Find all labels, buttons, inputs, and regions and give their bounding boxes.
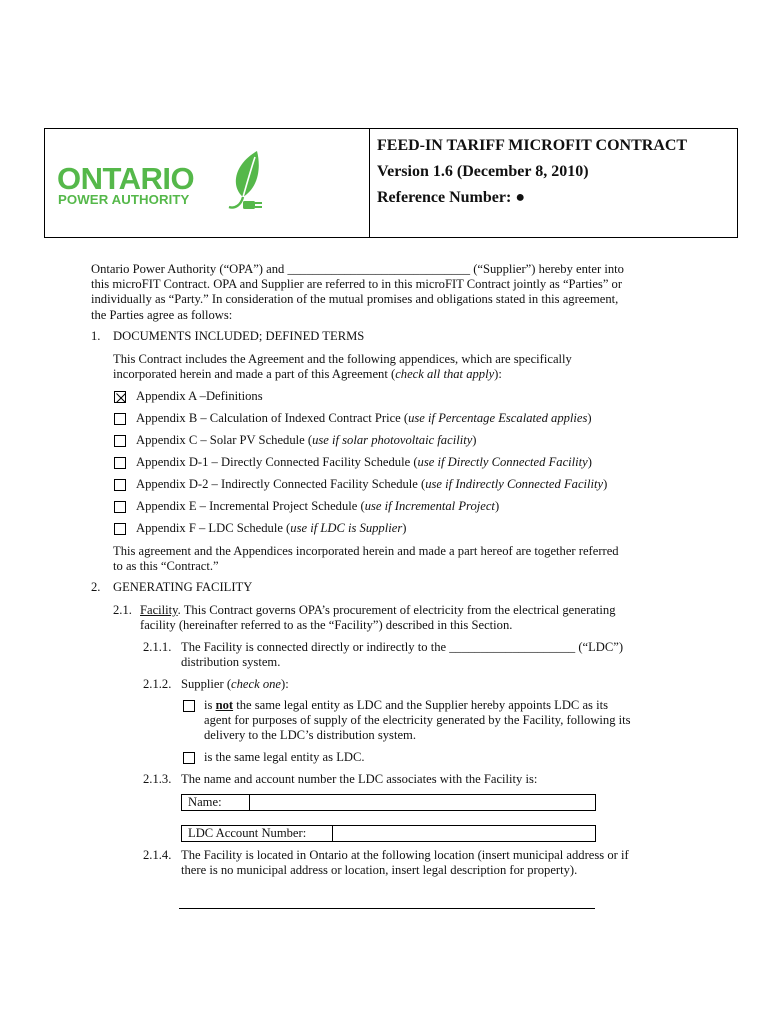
appendix-note: use if Directly Connected Facility [417,455,588,469]
text-span: ): [494,367,502,382]
section-2-heading: GENERATING FACILITY [113,580,253,594]
section-2-1-1-number: 2.1.1. [143,640,172,654]
not-emphasis: not [215,698,234,712]
intro-line: individually as “Party.” In consideration of the mutual promises and obligations stated in this agreement, [91,292,619,307]
section-2-1-3-number: 2.1.3. [143,772,172,786]
appendix-text: Appendix D-2 – Indirectly Connected Facility Schedule ( [136,477,426,491]
ldc-name-field [181,794,596,811]
appendix-b-checkbox[interactable] [114,413,126,425]
appendix-text: ) [587,411,592,425]
intro-line: this microFIT Contract. OPA and Supplier are referred to in this microFIT Contract jointly as “Parties” or [91,277,623,292]
section-2-1-3-text: The name and account number the LDC associates with the Facility is: [181,772,538,786]
intro-line: Ontario Power Authority (“OPA”) and _____________________________ (“Supplier”) hereby enter into [91,262,624,276]
text-span: Supplier ( [181,677,232,691]
reference-number: Reference Number: ● [377,189,525,206]
appendix-text: Appendix E – Incremental Project Schedule ( [136,499,365,513]
appendix-d2-checkbox[interactable] [114,479,126,491]
facility-location-line[interactable] [179,908,595,909]
section-2-1-4-line: The Facility is located in Ontario at the following location (insert municipal address or if [181,848,629,862]
section-2-1-2-text [181,677,289,692]
section-2-1-number: 2.1. [113,603,132,617]
appendix-note: use if Indirectly Connected Facility [425,477,604,491]
appendix-text: ) [472,433,477,447]
contract-title: FEED-IN TARIFF MICROFIT CONTRACT [377,137,688,154]
appendix-text: ) [603,477,608,491]
not-same-entity-checkbox[interactable] [183,700,195,712]
text-span: the same legal entity as LDC and the Supplier hereby appoints LDC as its [233,698,608,712]
section-1-number: 1. [91,329,101,343]
appendix-text: ) [494,499,500,513]
section-2-1-1-text [181,640,623,670]
logo-subtitle: POWER AUTHORITY [58,192,190,207]
intro-line: the Parties agree as follows: [91,307,233,322]
appendix-b-label [136,411,592,426]
appendix-note: use if Percentage Escalated applies [408,411,588,425]
checkmark-x-icon [115,392,127,404]
section-2-1-1-line: The Facility is connected directly or indirectly to the ____________________ (“LDC”) [181,640,624,654]
section-1-closing [113,544,619,574]
text-span: incorporated herein and made a part of this Agreement ( [113,367,396,382]
logo-wordmark: ONTARIO [57,161,195,196]
option-line: delivery to the LDC’s distribution system. [204,728,416,743]
section-2-1-text [140,603,616,633]
text-span: ): [281,677,289,691]
option-line: agent for purposes of supply of the electricity generated by the Facility, following its [204,713,631,728]
appendix-text: ) [402,521,407,535]
text-span: . This Contract governs OPA’s procurement of electricity from the electrical generating [177,603,616,617]
facility-term: Facility [140,603,178,617]
contract-header [44,128,738,238]
appendix-d1-label [136,455,592,470]
text-span: is [204,698,216,712]
section-2-1-line [140,603,616,618]
section-2-number: 2. [91,580,101,594]
opa-logo [57,147,275,219]
ldc-name-label: Name: [182,795,250,810]
appendix-a-label: Appendix A –Definitions [136,389,263,403]
section-2-1-4-text [181,848,629,878]
appendix-text: Appendix D-1 – Directly Connected Facility Schedule ( [136,455,418,469]
appendix-d1-checkbox[interactable] [114,457,126,469]
appendix-text: Appendix F – LDC Schedule ( [136,521,291,535]
appendix-note: use if Incremental Project [364,499,495,513]
section-2-1-line: facility (hereinafter referred to as the “Facility”) described in this Section. [140,618,513,633]
not-same-entity-text [204,698,631,744]
appendix-a-checkbox[interactable] [114,391,126,403]
appendix-e-label [136,499,499,514]
appendix-c-label [136,433,476,448]
same-entity-text: is the same legal entity as LDC. [204,750,365,764]
appendix-f-checkbox[interactable] [114,523,126,535]
closing-line: This agreement and the Appendices incorporated herein and made a part hereof are together referred [113,544,619,558]
appendix-text: Appendix B – Calculation of Indexed Contract Price ( [136,411,409,425]
check-one-note: check one [231,677,282,691]
same-entity-checkbox[interactable] [183,752,195,764]
section-1-text-line [113,367,572,382]
leaf-plug-icon [221,147,273,219]
appendix-f-label [136,521,406,536]
check-all-note: check all that apply [395,367,495,382]
intro-paragraph [91,262,624,323]
appendix-note: use if solar photovoltaic facility [312,433,473,447]
section-1-text-line: This Contract includes the Agreement and the following appendices, which are specifically [113,352,572,366]
section-1-heading: DOCUMENTS INCLUDED; DEFINED TERMS [113,329,365,343]
ldc-name-input[interactable] [250,795,595,810]
appendix-text: ) [587,455,592,469]
ldc-account-input[interactable] [333,826,595,841]
option-line [204,698,631,713]
ldc-account-label: LDC Account Number: [182,826,333,841]
section-2-1-4-number: 2.1.4. [143,848,172,862]
section-2-1-4-line: there is no municipal address or location, insert legal description for property). [181,863,578,878]
appendix-text: Appendix C – Solar PV Schedule ( [136,433,313,447]
contract-version: Version 1.6 (December 8, 2010) [377,163,589,180]
section-2-1-1-line: distribution system. [181,655,281,670]
closing-line: to as this “Contract.” [113,559,219,574]
appendix-d2-label [136,477,607,492]
section-1-text [113,352,572,382]
appendix-c-checkbox[interactable] [114,435,126,447]
appendix-note: use if LDC is Supplier [290,521,403,535]
ldc-account-field [181,825,596,842]
header-divider [369,129,370,237]
section-2-1-2-number: 2.1.2. [143,677,172,691]
appendix-e-checkbox[interactable] [114,501,126,513]
